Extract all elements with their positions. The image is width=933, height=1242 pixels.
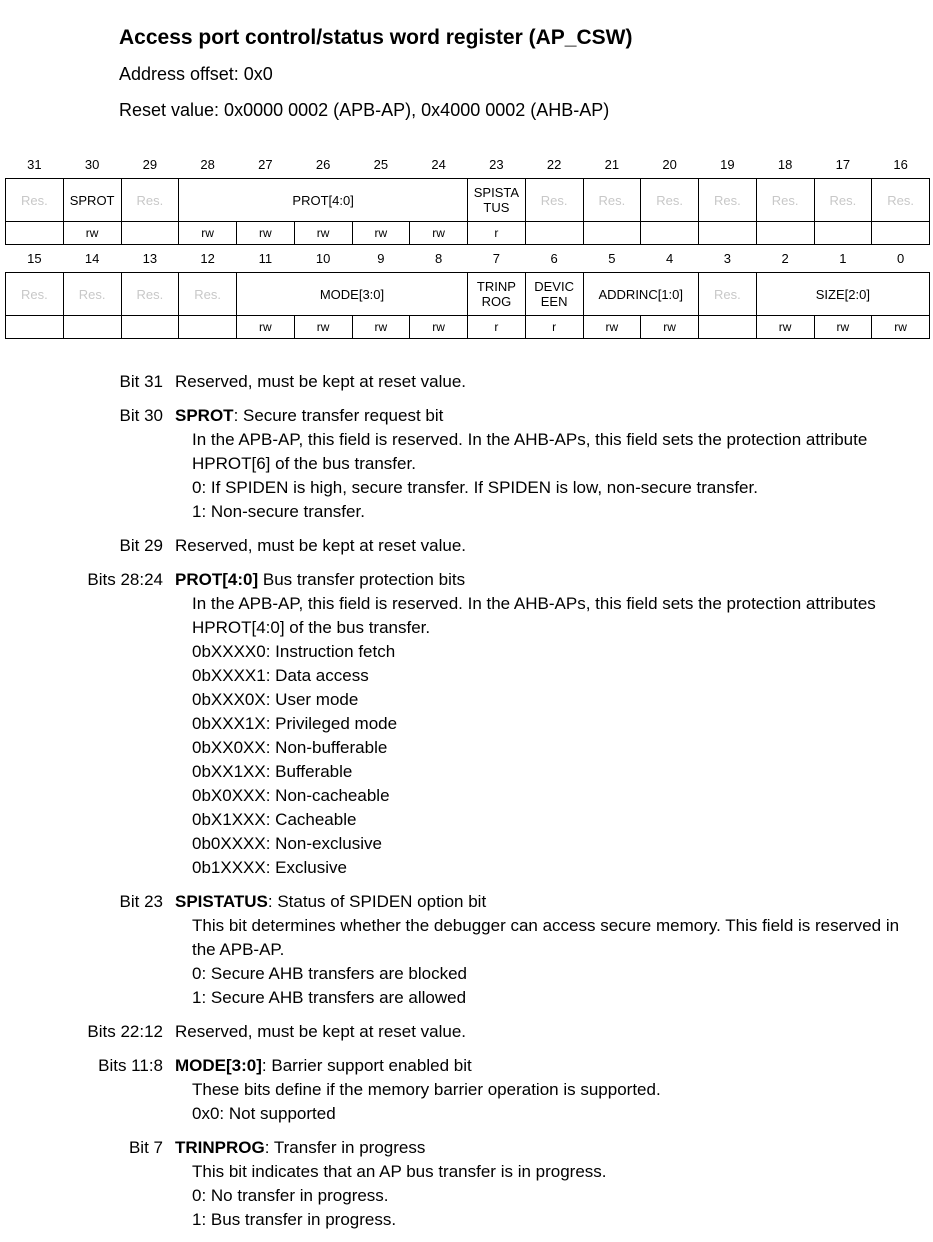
access-type: rw bbox=[410, 316, 468, 339]
bit-number: 30 bbox=[84, 157, 100, 172]
field-name: PROT[4:0] bbox=[179, 179, 468, 222]
bit-description bbox=[0, 568, 933, 880]
bit-number: 29 bbox=[142, 157, 158, 172]
detail-line: 0bX0XXX: Non-cacheable bbox=[192, 786, 390, 805]
reserved-field: Res. bbox=[699, 273, 757, 316]
detail-line: This bit determines whether the debugger can access secure memory. This field is reserved in the APB-AP. bbox=[192, 916, 900, 959]
detail-line: 0bXXX0X: User mode bbox=[192, 690, 359, 709]
bit-number: 1 bbox=[839, 251, 847, 266]
bit-number: 6 bbox=[550, 251, 558, 266]
detail-line: 0: Secure AHB transfers are blocked bbox=[192, 964, 467, 983]
detail-line: 0: No transfer in progress. bbox=[192, 1186, 389, 1205]
field-name: SPISTA TUS bbox=[468, 179, 526, 222]
reserved-field: Res. bbox=[179, 273, 237, 316]
bit-number: 11 bbox=[258, 251, 273, 266]
address-offset: Address offset: 0x0 bbox=[119, 64, 273, 84]
field-summary: Status of SPIDEN option bit bbox=[277, 892, 487, 911]
access-type-row bbox=[6, 316, 930, 339]
bit-description-heading bbox=[175, 370, 933, 394]
reserved-field: Res. bbox=[872, 179, 930, 222]
reserved-field: Res. bbox=[525, 179, 583, 222]
field-name-row bbox=[6, 273, 930, 316]
access-type: rw bbox=[814, 316, 872, 339]
bit-number: 25 bbox=[373, 157, 389, 172]
bit-number: 21 bbox=[604, 157, 620, 172]
bit-number: 13 bbox=[142, 251, 158, 266]
bit-number: 5 bbox=[608, 251, 616, 266]
detail-line: 1: Bus transfer in progress. bbox=[192, 1210, 397, 1229]
detail-line: These bits define if the memory barrier operation is supported. bbox=[192, 1080, 661, 1099]
bit-descriptions bbox=[0, 370, 933, 1242]
access-type: rw bbox=[294, 222, 352, 245]
detail-line: 0x0: Not supported bbox=[192, 1104, 336, 1123]
reserved-field: Res. bbox=[6, 179, 64, 222]
bit-number: 10 bbox=[315, 251, 331, 266]
bit-range-label: Bits 11:8 bbox=[98, 1056, 163, 1075]
bit-number: 4 bbox=[666, 251, 674, 266]
access-type: rw bbox=[294, 316, 352, 339]
bit-number: 28 bbox=[200, 157, 215, 172]
field-summary: Transfer in progress bbox=[273, 1138, 426, 1157]
bit-description-heading bbox=[175, 1054, 933, 1078]
field-name: TRINPROG bbox=[175, 1138, 265, 1157]
field-name: SPISTATUS bbox=[175, 892, 268, 911]
access-type bbox=[525, 222, 583, 245]
field-name: ADDRINC[1:0] bbox=[583, 273, 699, 316]
detail-line: 0: If SPIDEN is high, secure transfer. If SPIDEN is low, non-secure transfer. bbox=[192, 478, 758, 497]
bit-description bbox=[0, 1020, 933, 1044]
access-type: rw bbox=[410, 222, 468, 245]
bit-number: 27 bbox=[258, 157, 273, 172]
access-type bbox=[6, 222, 64, 245]
field-detail bbox=[192, 592, 927, 880]
bit-range-label: Bit 31 bbox=[119, 372, 163, 391]
field-name: MODE[3:0] bbox=[237, 273, 468, 316]
reserved-field: Res. bbox=[6, 273, 64, 316]
bit-description-heading bbox=[175, 1020, 933, 1044]
bit-range-label: Bits 22:12 bbox=[87, 1022, 163, 1041]
reserved-field: Res. bbox=[63, 273, 121, 316]
field-name: TRINP ROG bbox=[468, 273, 526, 316]
detail-line: 0bXX0XX: Non-bufferable bbox=[192, 738, 388, 757]
separator: : bbox=[264, 1138, 274, 1157]
field-name: SIZE[2:0] bbox=[756, 273, 929, 316]
field-name: SPROT bbox=[175, 406, 234, 425]
register-title: Access port control/status word register (AP_CSW) bbox=[119, 26, 633, 49]
detail-line: 1: Non-secure transfer. bbox=[192, 502, 365, 521]
bit-number: 7 bbox=[492, 251, 500, 266]
detail-line: 0bXXX1X: Privileged mode bbox=[192, 714, 398, 733]
bit-number: 24 bbox=[431, 157, 446, 172]
bit-range-label: Bit 23 bbox=[119, 892, 163, 911]
bit-description bbox=[0, 404, 933, 524]
separator: : bbox=[267, 892, 278, 911]
access-type bbox=[121, 222, 179, 245]
register-bit-table bbox=[5, 151, 930, 339]
access-type bbox=[872, 222, 930, 245]
access-type bbox=[699, 222, 757, 245]
field-name: MODE[3:0] bbox=[175, 1056, 262, 1075]
field-summary: Secure transfer request bit bbox=[243, 406, 444, 425]
field-detail bbox=[192, 1078, 927, 1126]
access-type: r bbox=[525, 316, 583, 339]
reserved-field: Res. bbox=[641, 179, 699, 222]
field-detail bbox=[192, 914, 927, 1010]
bit-number: 0 bbox=[897, 251, 905, 266]
access-type bbox=[179, 316, 237, 339]
detail-line: 0bX1XXX: Cacheable bbox=[192, 810, 357, 829]
access-type: rw bbox=[179, 222, 237, 245]
access-type: rw bbox=[237, 222, 295, 245]
bit-description bbox=[0, 1054, 933, 1126]
access-type bbox=[641, 222, 699, 245]
bit-number: 19 bbox=[720, 157, 735, 172]
bit-range-label: Bits 28:24 bbox=[87, 570, 163, 589]
detail-line: 0bXXXX1: Data access bbox=[192, 666, 369, 685]
bit-description bbox=[0, 534, 933, 558]
bit-number: 15 bbox=[27, 251, 42, 266]
access-type: rw bbox=[352, 316, 410, 339]
access-type: rw bbox=[352, 222, 410, 245]
detail-line: In the APB-AP, this field is reserved. In the AHB-APs, this field sets the protection attributes HPROT[4:0] of the bus transfer. bbox=[192, 594, 876, 637]
field-name: PROT[4:0] bbox=[175, 570, 259, 589]
bit-range-label: Bit 30 bbox=[119, 406, 163, 425]
bit-range-label: Bit 29 bbox=[119, 536, 163, 555]
access-type: rw bbox=[237, 316, 295, 339]
bit-description bbox=[0, 1136, 933, 1232]
field-summary: Reserved, must be kept at reset value. bbox=[175, 536, 467, 555]
access-type bbox=[699, 316, 757, 339]
detail-line: 0bXX1XX: Bufferable bbox=[192, 762, 353, 781]
bit-number: 12 bbox=[200, 251, 215, 266]
reserved-field: Res. bbox=[814, 179, 872, 222]
access-type bbox=[814, 222, 872, 245]
bit-description-heading bbox=[175, 1136, 933, 1160]
detail-line: 0b1XXXX: Exclusive bbox=[192, 858, 347, 877]
reserved-field: Res. bbox=[699, 179, 757, 222]
bit-number-row bbox=[6, 151, 930, 179]
bit-number: 3 bbox=[723, 251, 731, 266]
access-type bbox=[583, 222, 641, 245]
bit-number: 26 bbox=[315, 157, 331, 172]
detail-line: 0bXXXX0: Instruction fetch bbox=[192, 642, 396, 661]
field-detail bbox=[192, 428, 927, 524]
access-type: rw bbox=[756, 316, 814, 339]
reserved-field: Res. bbox=[756, 179, 814, 222]
bit-number: 9 bbox=[377, 251, 385, 266]
access-type bbox=[63, 316, 121, 339]
bit-number: 8 bbox=[435, 251, 443, 266]
bit-number: 17 bbox=[835, 157, 851, 172]
access-type: r bbox=[468, 222, 526, 245]
field-summary: Reserved, must be kept at reset value. bbox=[175, 372, 467, 391]
bit-number: 18 bbox=[777, 157, 793, 172]
bit-number-row bbox=[6, 245, 930, 273]
bit-number: 22 bbox=[546, 157, 562, 172]
access-type: rw bbox=[63, 222, 121, 245]
field-summary: Bus transfer protection bits bbox=[262, 570, 466, 589]
detail-line: In the APB-AP, this field is reserved. In the AHB-APs, this field sets the protection attribute HPROT[6] of the bus transfer. bbox=[192, 430, 868, 473]
access-type bbox=[121, 316, 179, 339]
field-summary: Barrier support enabled bit bbox=[271, 1056, 472, 1075]
bit-number: 14 bbox=[84, 251, 100, 266]
separator: : bbox=[261, 1056, 272, 1075]
bit-number: 16 bbox=[893, 157, 908, 172]
bit-description-heading bbox=[175, 890, 933, 914]
field-detail bbox=[192, 1160, 927, 1232]
access-type-row bbox=[6, 222, 930, 245]
access-type: rw bbox=[583, 316, 641, 339]
bit-number: 23 bbox=[489, 157, 504, 172]
field-name: DEVIC EEN bbox=[525, 273, 583, 316]
bit-description-heading bbox=[175, 404, 933, 428]
bit-range-label: Bit 7 bbox=[128, 1138, 163, 1157]
bit-number: 31 bbox=[27, 157, 42, 172]
reserved-field: Res. bbox=[121, 179, 179, 222]
access-type bbox=[6, 316, 64, 339]
bit-description bbox=[0, 890, 933, 1010]
field-name: SPROT bbox=[63, 179, 121, 222]
field-name-row bbox=[6, 179, 930, 222]
bit-description-heading bbox=[175, 568, 933, 592]
access-type: rw bbox=[641, 316, 699, 339]
bit-number: 2 bbox=[781, 251, 789, 266]
field-summary: Reserved, must be kept at reset value. bbox=[175, 1022, 467, 1041]
reserved-field: Res. bbox=[583, 179, 641, 222]
document-header bbox=[119, 24, 632, 128]
reset-value: Reset value: 0x0000 0002 (APB-AP), 0x4000 0002 (AHB-AP) bbox=[119, 100, 610, 120]
detail-line: 0b0XXXX: Non-exclusive bbox=[192, 834, 382, 853]
access-type: rw bbox=[872, 316, 930, 339]
bit-description-heading bbox=[175, 534, 933, 558]
detail-line: This bit indicates that an AP bus transfer is in progress. bbox=[192, 1162, 607, 1181]
access-type bbox=[756, 222, 814, 245]
bit-description bbox=[0, 370, 933, 394]
reserved-field: Res. bbox=[121, 273, 179, 316]
separator: : bbox=[233, 406, 244, 425]
access-type: r bbox=[468, 316, 526, 339]
detail-line: 1: Secure AHB transfers are allowed bbox=[192, 988, 467, 1007]
bit-number: 20 bbox=[662, 157, 677, 172]
